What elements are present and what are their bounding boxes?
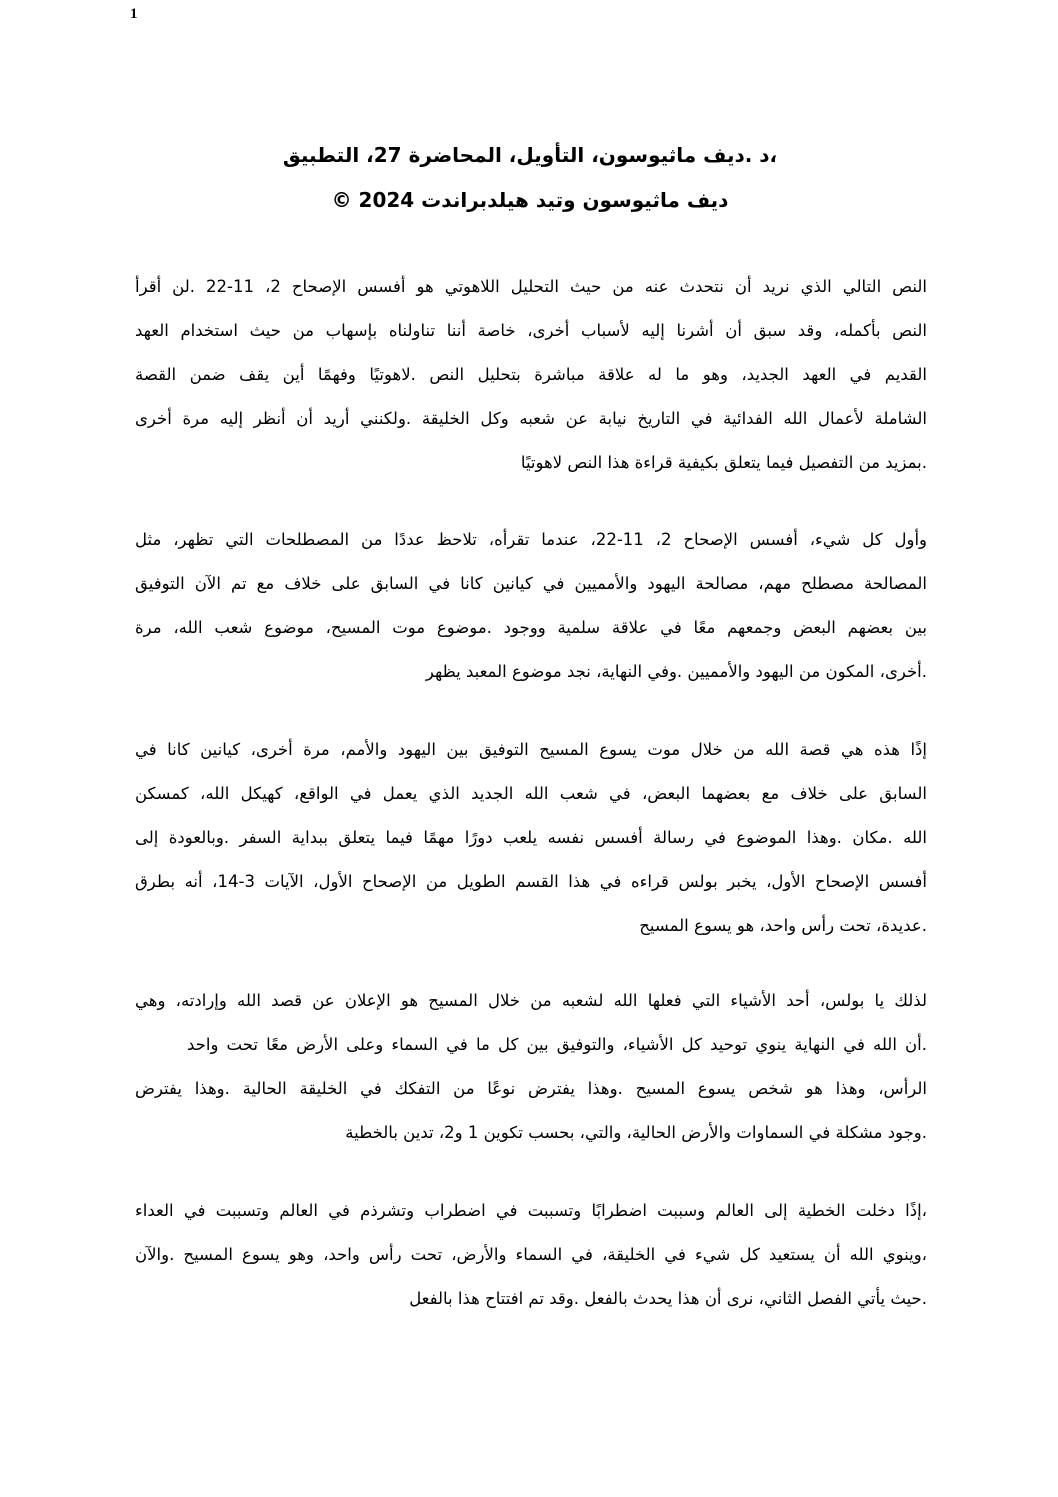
text-line: الشاملة لأعمال الله الفدائية في التاريخ نيابة عن شعبه وكل الخليقة .ولكنني أريد أن أنظر إليه مرة أخرى — [135, 409, 927, 428]
text-line: .بمزيد من التفصيل فيما يتعلق بكيفية قراءة هذا النص لاهوتيًا — [520, 453, 927, 472]
text-line: .حيث يأتي الفصل الثاني، نرى أن هذا يحدث بالفعل .وقد تم افتتاح هذا بالفعل — [409, 1289, 927, 1308]
text-line: النص بأكمله، وقد سبق أن أشرنا إليه لأسباب أخرى، خاصة أننا تناولناه بإسهاب من حيث استخدام العهد — [135, 321, 927, 340]
paragraph-1 — [135, 272, 927, 492]
paragraph-3 — [135, 735, 927, 955]
page-number: 1 — [130, 6, 138, 22]
text-line: .عديدة، تحت رأس واحد، هو يسوع المسيح — [639, 916, 927, 935]
text-line: .وجود مشكلة في السماوات والأرض الحالية، والتي، بحسب تكوين 1 و2، تدين بالخطية — [345, 1123, 927, 1142]
paragraph-5 — [135, 1196, 927, 1328]
text-line: المصالحة مصطلح مهم، مصالحة اليهود والأمميين في كيانين كانا في السابق على خلاف مع تم الآن التوفيق — [135, 574, 927, 593]
text-line: ،إذًا دخلت الخطية إلى العالم وسببت اضطرابًا وتسببت في اضطراب وتشرذم في العالم وتسببت في العداء — [135, 1201, 927, 1220]
text-line: القديم في العهد الجديد، وهو ما له علاقة مباشرة بتحليل النص .لاهوتيًا وفهمًا أين يقف ضمن القصة — [135, 365, 927, 384]
text-line: بين بعضهم البعض وجمعهم معًا في علاقة سلمية ووجود .موضوع موت المسيح، موضوع شعب الله، مرة — [135, 618, 927, 637]
document-subtitle: ديف ماثيوسون وتيد هيلدبراندت 2024 © — [331, 188, 729, 212]
text-line: ،وينوي الله أن يستعيد كل شيء في الخليقة، في السماء والأرض، تحت رأس واحد، وهو يسوع المسيح .والآن — [135, 1245, 927, 1264]
text-line: لذلك يا بولس، أحد الأشياء التي فعلها الله لشعبه من خلال المسيح هو الإعلان عن قصد الله وإرادته، وهي — [135, 991, 927, 1010]
text-line: السابق على خلاف مع بعضهما البعض، في شعب الله الجديد الذي يعمل في الواقع، كهيكل الله، كمسكن — [135, 784, 927, 803]
paragraph-4 — [135, 986, 927, 1162]
text-line: .أخرى، المكون من اليهود والأمميين .وفي النهاية، نجد موضوع المعبد يظهر — [425, 662, 927, 681]
text-line: إذًا هذه هي قصة الله من خلال موت يسوع المسيح التوفيق بين اليهود والأمم، مرة أخرى، كيانين كانا في — [135, 740, 927, 759]
text-line: النص التالي الذي نريد أن نتحدث عنه من حيث التحليل اللاهوتي هو أفسس الإصحاح 2، 11-22 .لن أقرأ — [135, 277, 927, 296]
text-line: أفسس الإصحاح الأول، يخبر بولس قراءه في هذا القسم الطويل من الإصحاح الأول، الآيات 3-14، أنه بطرق — [135, 872, 927, 891]
text-line: .أن الله في النهاية ينوي توحيد كل الأشياء، والتوفيق بين كل ما في السماء وعلى الأرض معًا تحت واحد — [187, 1035, 927, 1054]
text-line: الرأس، وهذا هو شخص يسوع المسيح .وهذا يفترض نوعًا من التفكك في الخليقة الحالية .وهذا يفترض — [135, 1079, 927, 1098]
document-title: ،د .ديف ماثيوسون، التأويل، المحاضرة 27، التطبيق — [282, 143, 778, 167]
paragraph-2 — [135, 525, 927, 701]
text-line: الله .مكان .وهذا الموضوع في رسالة أفسس نفسه يلعب دورًا مهمًا فيما يتعلق ببداية السفر .وبالعودة إلى — [135, 828, 927, 847]
text-line: وأول كل شيء، أفسس الإصحاح 2، 11-22، عندما تقرأه، تلاحظ عددًا من المصطلحات التي تظهر، مثل — [135, 530, 927, 549]
